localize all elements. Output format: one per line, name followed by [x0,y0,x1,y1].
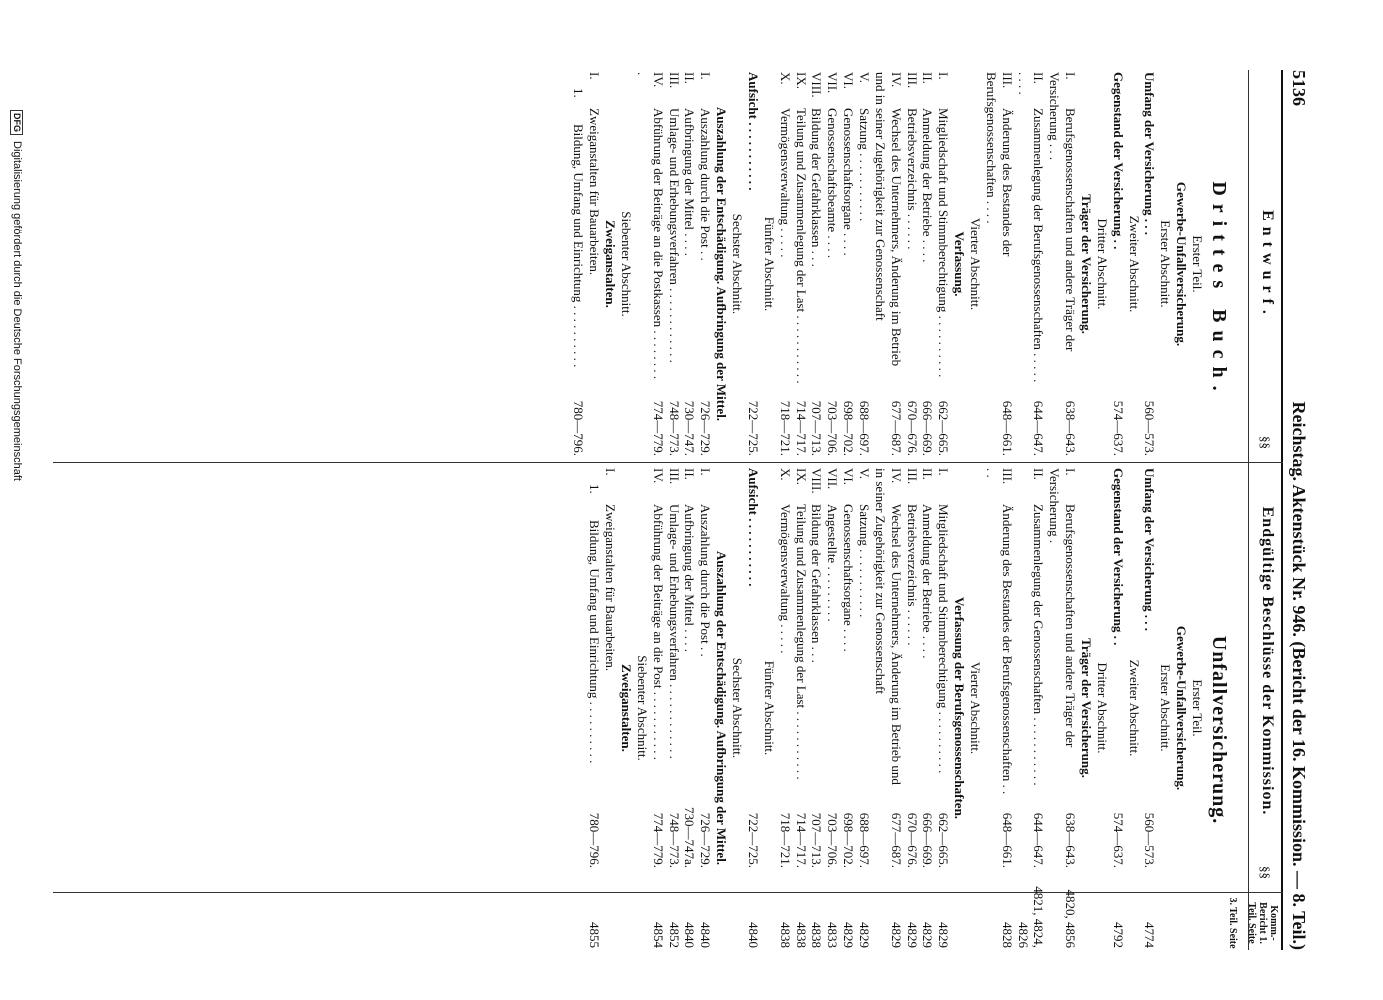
entry-paragraphs: 726—729. [698,812,714,868]
section-heading: Siebenter Abschnitt. [634,655,650,761]
toc-entry [856,72,872,456]
entry-paragraphs: 748—773. [666,812,682,868]
entry-report-page: 4840 [682,922,698,948]
entry-number: X. [777,72,793,85]
toc-entry [920,72,936,456]
entry-number: IX. [793,72,809,89]
entry-title: Abführung der Beiträge an die Postkassen . . . . . . . . . [634,72,666,380]
toc-entry [682,468,698,948]
section-heading: Vierter Abschnitt. [967,661,983,755]
entry-paragraphs: 574—637. [1110,812,1126,868]
toc-entry [745,72,761,456]
toc-entry [824,468,840,948]
entry-number: I. [603,468,619,476]
entry-report-page: 4828 [999,922,1015,948]
entry-number: I. [698,468,714,476]
page-title: Reichstag. Aktenstück Nr. 946. (Bericht der 16. Kommission. — 8. Teil.) [1289,401,1309,950]
entry-report-page: 4854 [650,922,666,948]
column-divider-left [53,462,1283,463]
entry-report-page: 4840 [698,922,714,948]
entry-number: I. [936,72,952,80]
entry-number: VIII. [809,72,825,98]
entry-paragraphs: 722—725. [745,812,761,868]
entry-title: Satzung . . . . . . . . . . . [856,504,872,618]
entry-title: Aufbringung der Mittel . . . . [682,504,698,653]
entry-title: Änderung des Bestandes der Berufsgenossenschaften . . . . [983,72,1015,257]
entry-paragraphs: 703—706. [825,400,841,456]
entry-number: VII. [825,468,841,490]
entry-number: III. [666,72,682,89]
toc-entry [904,72,920,456]
entry-number: I. [587,72,603,80]
entry-title: Auszahlung durch die Post . . [698,504,714,657]
entry-paragraphs: 677—687. [888,400,904,456]
reference-heading-part-3: 3. Teil. Seite [1227,897,1238,949]
right-column [586,468,1205,948]
toc-entry [1046,468,1078,948]
toc-entry [1142,468,1158,948]
entry-number: IV. [650,468,666,484]
section-heading: Verfassung der Berufsgenossenschaften. [952,596,968,820]
entry-title: Berufsgenossenschaften und andere Träger der Versicherung . [1047,468,1079,748]
toc-entry [983,468,1015,948]
entry-paragraphs: 662—665. [936,812,952,868]
entry-number: III. [999,468,1015,485]
toc-entry [1142,72,1158,456]
toc-entry [872,468,904,948]
book-heading [1207,70,1231,950]
entry-title: Zusammenlegung der Berufsgenossenschaften . . . . . . . . . [1015,72,1047,383]
entry-title: Vermögensverwaltung . . . . . [777,504,793,654]
section-heading: Auszahlung der Entschädigung. Aufbringung der Mittel. [714,550,730,866]
entry-paragraphs: 698—702. [841,812,857,868]
toc-entry [793,72,809,456]
left-column [571,72,1205,456]
footer [10,110,23,990]
entry-number: X. [777,468,793,481]
entry-number: II. [920,72,936,84]
entry-title: Umfang der Versicherung . . . [1142,468,1158,631]
entry-title: Teilung und Zusammenlegung der Last . . . . . . . . . . . [793,108,809,384]
toc-entry [920,468,936,948]
entry-title: Bildung, Umfang und Einrichtung . . . . . . . . . . [571,124,587,368]
entry-title: Satzung . . . . . . . . . . . [856,108,872,222]
section-heading: Erster Teil. [1190,235,1205,293]
entry-title: Genossenschaftsbeamte . . . . [825,108,841,259]
toc-entry [586,72,602,456]
toc-entry [1110,468,1126,948]
section-heading: Zweiganstalten. [619,664,635,752]
entry-title: Genossenschaftsorgane . . . . [841,108,857,256]
section-heading: Erster Abschnitt. [1158,664,1174,752]
entry-title: Änderung des Bestandes der Berufsgenossenschaften . . . . [983,468,1015,795]
entry-title: Mitgliedschaft und Stimmberechtigung . . . . . . . . . . [936,504,952,774]
entry-paragraphs: 677—687. [888,812,904,868]
entry-paragraphs: 638—643. [1063,812,1079,868]
toc-entry [935,468,951,948]
section-heading: Verfassung. [952,231,968,297]
entry-title: Mitgliedschaft und Stimmberechtigung . . . . . . . . . . [936,108,952,378]
toc-entry [698,72,714,456]
entry-number: II. [682,72,698,84]
section-heading: Erster Teil. [1190,679,1205,737]
entry-title: Anmeldung der Betriebe . . . . [920,504,936,659]
entry-paragraphs: 707—713. [809,812,825,868]
entry-paragraphs: 662—665. [936,400,952,456]
reference-heading-part-1: Komm.-Bericht 1. Teil. Seite [1246,902,1279,944]
section-heading: Zweiter Abschnitt. [1126,659,1142,757]
entry-paragraphs: 670—676. [904,812,920,868]
toc-entry [650,468,666,948]
entry-number: IV. [888,72,904,88]
entry-title: Bildung der Gefahrklassen . . . [809,108,825,267]
left-column-heading: Entwurf. [1259,210,1276,320]
entry-title: Bildung der Gefahrklassen . . . [809,504,825,663]
page-number: 5136 [1289,70,1309,106]
toc-entry [872,72,904,456]
right-column-heading: Endgültige Beschlüsse der Kommission. [1259,506,1276,816]
toc-entry [666,468,682,948]
entry-paragraphs: 722—725. [745,400,761,456]
entry-number: VIII. [809,468,825,494]
entry-paragraphs: 718—721. [777,400,793,456]
toc-entry [793,468,809,948]
toc-entry [634,72,666,456]
entry-number: V. [856,468,872,479]
entry-paragraphs: 644—647. [1031,812,1047,868]
entry-paragraphs: 648—661. [999,812,1015,868]
toc-entry [571,72,587,456]
entry-report-page: 4792 [1110,922,1126,948]
entry-paragraphs: 707—713. [809,400,825,456]
entry-number: VI. [841,468,857,485]
entry-title: Wechsel des Unternehmers, Änderung im Betrieb und in seiner Zugehörigkeit zur Genossenschaft [872,72,904,367]
entry-title: Betriebsverzeichnis . . . . . . [904,504,920,646]
entry-paragraphs: 560—573. [1142,400,1158,456]
reference-heading [1227,896,1279,950]
entry-title: Umfang der Versicherung . . . [1142,72,1158,235]
entry-title: Aufsicht . . . . . . . . . . . [745,468,761,587]
entry-paragraphs: 638—643. [1063,400,1079,456]
entry-title: Zweiganstalten für Bauarbeiten. [587,108,603,276]
book-heading-left: Drittes Buch. [1208,181,1230,399]
entry-paragraphs: 714—717. [793,812,809,868]
toc-entry [824,72,840,456]
section-heading: Vierter Abschnitt. [967,217,983,311]
toc-entry [840,468,856,948]
toc-entry [809,468,825,948]
entry-paragraphs: 774—779. [650,812,666,868]
entry-report-page: 4838 [793,922,809,948]
toc-entry [1046,72,1078,456]
entry-paragraphs: 780—796. [571,400,587,456]
section-heading: Gewerbe-Unfallversicherung. [1174,625,1190,791]
entry-paragraphs: 644—647. [1031,400,1047,456]
entry-number: VII. [825,72,841,94]
toc-entry [682,72,698,456]
toc-entry [856,468,872,948]
entry-paragraphs: 726—729. [698,400,714,456]
entry-title: Auszahlung durch die Post . . [698,108,714,261]
entry-title: Abführung der Beiträge an die Post . . . . . . . . . . . [650,504,666,760]
entry-number: 1. [587,484,603,494]
section-heading: Fünfter Abschnitt. [761,660,777,756]
page-header [1287,70,1309,950]
section-heading: Zweiganstalten. [603,220,619,308]
entry-number: III. [999,72,1015,89]
entry-report-page: 4840 [745,922,761,948]
entry-title: Anmeldung der Betriebe . . . . [920,108,936,263]
dfg-logo: DFG [10,110,23,135]
entry-paragraphs: 730—747. [682,400,698,456]
entry-title: Zusammenlegung der Genossenschaften . . . . . . . . . . . [1031,504,1047,786]
entry-paragraphs: 780—796. [587,812,603,868]
entry-title: Betriebsverzeichnis . . . . . . [904,108,920,250]
section-heading: Zweiter Abschnitt. [1126,215,1142,313]
entry-report-page: 4833 [825,922,841,948]
entry-number: I. [936,468,952,476]
entry-number: II. [682,468,698,480]
entry-report-page: 4774 [1142,922,1158,948]
section-heading: Gewerbe-Unfallversicherung. [1174,181,1190,347]
toc-entry [1110,72,1126,456]
entry-paragraphs: 703—706. [825,812,841,868]
entry-number: V. [856,72,872,83]
entry-paragraphs: 688—697. [856,400,872,456]
entry-number: I. [698,72,714,80]
toc-entry [904,468,920,948]
toc-entry [586,468,602,948]
toc-entry [983,72,1015,456]
right-para-mark: §§ [1258,866,1273,879]
entry-number: I. [1063,72,1079,80]
entry-report-page: 4829 [904,922,920,948]
toc-entry [698,468,714,948]
section-heading: Siebenter Abschnitt. [619,211,635,317]
section-heading: Sechster Abschnitt. [730,657,746,759]
entry-report-page: 4829 [856,922,872,948]
toc-entry [666,72,682,456]
entry-title: Berufsgenossenschaften und andere Träger der Versicherung . . . [1047,72,1079,352]
entry-title: Zweiganstalten für Bauarbeiten. [603,504,619,672]
entry-title: Angestellte . . . . . . . . . [825,504,841,622]
entry-number: IV. [650,72,666,88]
entry-number: II. [920,468,936,480]
left-para-mark: §§ [1258,436,1273,449]
section-heading: Fünfter Abschnitt. [761,216,777,312]
entry-report-page: 4838 [809,922,825,948]
entry-number: 1. [571,88,587,98]
toc-entry [745,468,761,948]
entry-paragraphs: 698—702. [841,400,857,456]
column-head-rule [1248,70,1249,950]
entry-paragraphs: 560—573. [1142,812,1158,868]
entry-number: III. [904,72,920,89]
section-heading: Träger der Versicherung. [1078,638,1094,778]
section-heading: Dritter Abschnitt. [1094,662,1110,754]
entry-title: Genossenschaftsorgane . . . . [841,504,857,652]
entry-report-page: 4820, 4856 [1063,889,1079,948]
entry-paragraphs: 714—717. [793,400,809,456]
entry-paragraphs: 718—721. [777,812,793,868]
footer-text: Digitalisierung gefördert durch die Deutsche Forschungsgemeinschaft [11,141,23,481]
toc-entry [602,468,618,948]
entry-number: II. [1031,468,1047,480]
entry-paragraphs: 670—676. [904,400,920,456]
entry-report-page: 4829 [888,922,904,948]
toc-entry [1015,468,1047,948]
book-heading-right: Unfallversicherung. [1208,635,1230,825]
toc-entry [809,72,825,456]
section-heading: Träger der Versicherung. [1078,194,1094,334]
entry-number: I. [1063,468,1079,476]
entry-report-page: 4838 [777,922,793,948]
entry-paragraphs: 666—669. [920,400,936,456]
section-heading: Sechster Abschnitt. [730,213,746,315]
section-heading: Auszahlung der Entschädigung. Aufbringung der Mittel. [714,106,730,422]
entry-number: VI. [841,72,857,89]
entry-report-page: 4855 [587,922,603,948]
entry-title: Gegenstand der Versicherung . . [1110,468,1126,646]
entry-report-page: 4821, 4824, 4826 [1015,886,1047,948]
entry-paragraphs: 730—747a. [682,806,698,868]
entry-title: Aufsicht . . . . . . . . . . . [745,72,761,191]
entry-paragraphs: 648—661. [999,400,1015,456]
entry-title: Wechsel des Unternehmers, Änderung im Betrieb und in seiner Zugehörigkeit zur Genossenschaft [872,468,904,785]
entry-title: Aufbringung der Mittel . . . . [682,108,698,257]
entry-paragraphs: 574—637. [1110,400,1126,456]
entry-paragraphs: 688—697. [856,812,872,868]
entry-title: Bildung, Umfang und Einrichtung . . . . . . . . . . [587,520,603,764]
entry-title: Umlage- und Erhebungsverfahren . . . . . . . . . . . . [666,504,682,759]
toc-entry [1015,72,1047,456]
entry-number: IX. [793,468,809,485]
entry-report-page: 4852 [666,922,682,948]
section-heading: Erster Abschnitt. [1158,220,1174,308]
entry-title: Teilung und Zusammenlegung der Last . . . . . . . . . . . [793,504,809,780]
entry-number: II. [1031,72,1047,84]
entry-title: Umlage- und Erhebungsverfahren . . . . . . . . . . . . [666,108,682,363]
entry-paragraphs: 748—773. [666,400,682,456]
entry-paragraphs: 774—779. [650,400,666,456]
toc-entry [935,72,951,456]
toc-entry [840,72,856,456]
toc-entry [777,468,793,948]
entry-number: IV. [888,468,904,484]
toc-entry [777,72,793,456]
entry-number: III. [904,468,920,485]
section-heading: Dritter Abschnitt. [1094,218,1110,310]
entry-report-page: 4829 [936,922,952,948]
entry-title: Gegenstand der Versicherung . . [1110,72,1126,250]
entry-paragraphs: 666—669. [920,812,936,868]
entry-title: Vermögensverwaltung . . . . . [777,108,793,258]
entry-report-page: 4829 [841,922,857,948]
entry-number: III. [666,468,682,485]
entry-report-page: 4829 [920,922,936,948]
